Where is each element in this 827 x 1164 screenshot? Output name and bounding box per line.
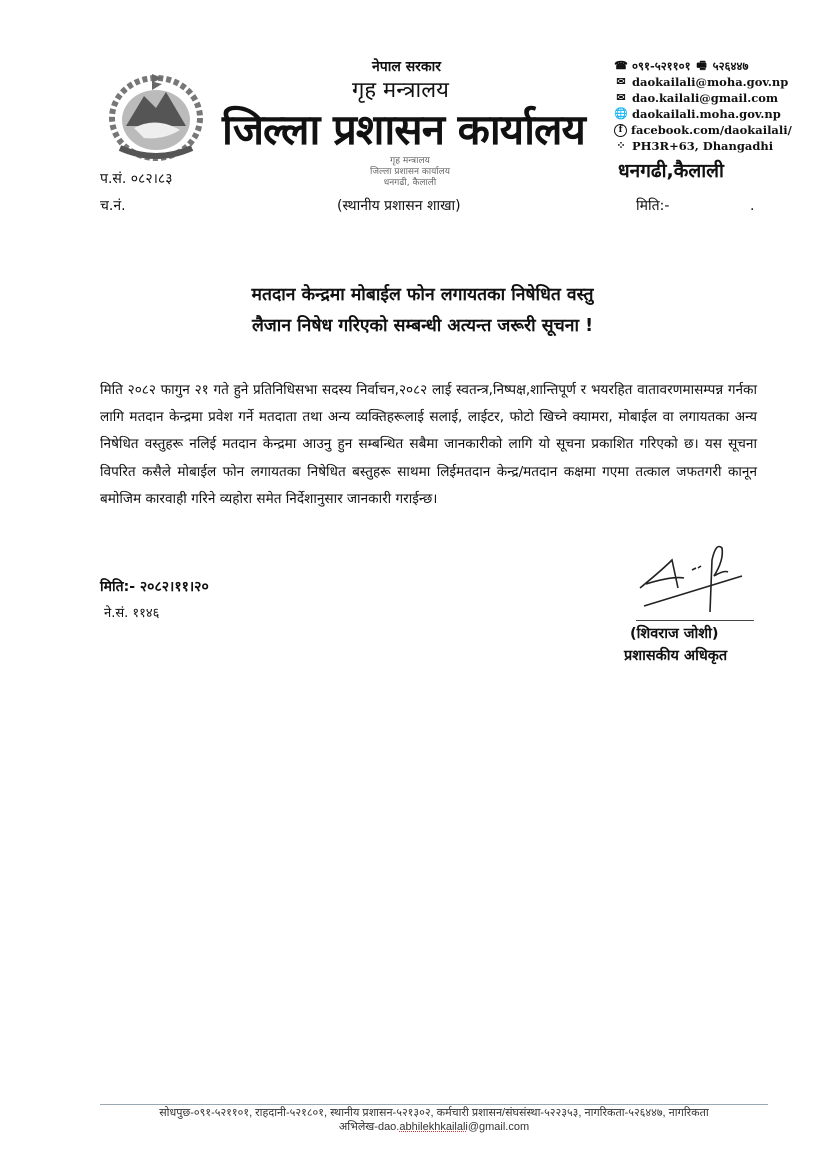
footer-line-1: सोधपुछ-०९१-५२११०१, राहदानी-५२१८०१, स्थानीय प्रशासन-५२१३०२, कर्मचारी प्रशासन/संघसंस्था-५२२३५३, नागरिकता-५२६४४७, नागरिकता	[159, 1107, 709, 1119]
signature-line	[636, 620, 754, 621]
signature	[632, 540, 752, 618]
government-label: नेपाल सरकार	[372, 59, 442, 75]
ministry-label: गृह मन्त्रालय	[352, 78, 449, 103]
contact-phone-row	[614, 58, 792, 74]
fax-icon: 🖷	[696, 59, 707, 72]
stamp-line: गृह मन्त्रालय	[390, 156, 430, 166]
nepal-emblem-logo	[104, 68, 208, 164]
mail-icon: ✉	[616, 75, 626, 88]
office-title: जिल्ला प्रशासन कार्यालय	[222, 105, 585, 154]
office-stamp	[350, 156, 470, 189]
notice-body: मिति २०८२ फागुन २१ गते हुने प्रतिनिधिसभा सदस्य निर्वाचन,२०८२ लाई स्वतन्त्र,निष्पक्ष,शान्तिपूर्ण र भयरहित वातावरणमासम्पन्न गर्नका लागि मतदान केन्द्रमा प्रवेश गर्ने मतदाता तथा अन्य व्यक्तिहरूलाई सलाई, लाईटर, फोटो खिच्ने क्यामरा, मोबाईल वा लगायतका अन्य निषेधित वस्तुहरू नलिई मतदान केन्द्रमा आउनु हुन सम्बन्धित सबैमा जानकारीको लागि यो सूचना प्रकाशित गरिएको छ। यस सूचना विपरित कसैले मोबाईल फोन लगायतका निषेधित बस्तुहरू साथमा लिईमतदान केन्द्र/मतदान कक्षमा गएमा तत्काल जफतगरी कानून बमोजिम कारवाही गरिने व्यहोरा समेत निर्देशानुसार जानकारी गराईन्छ।	[100, 382, 757, 507]
email-moha[interactable]: daokailali@moha.gov.np	[632, 75, 789, 89]
contact-facebook-row	[614, 122, 792, 138]
footer-line-2	[96, 1120, 772, 1134]
stamp-line: धनगढी, कैलाली	[383, 178, 437, 188]
office-location: धनगढी,कैलाली	[618, 160, 724, 182]
notice-title-line: मतदान केन्द्रमा मोबाईल फोन लगायतका निषेधित वस्तु	[251, 285, 594, 305]
nepal-sambat-year: ने.सं. ११४६	[104, 606, 160, 621]
phone-icon: ☎	[614, 59, 628, 72]
email-gmail[interactable]: dao.kailali@gmail.com	[632, 91, 779, 105]
dispatch-number: च.नं.	[100, 198, 126, 214]
mail-icon: ✉	[616, 91, 626, 104]
signer-name: (शिवराज जोशी)	[630, 626, 719, 642]
phone-number: ०९१-५२११०१	[632, 59, 691, 73]
branch-name: (स्थानीय प्रशासन शाखा)	[337, 198, 461, 214]
fax-number: ५२६४४७	[712, 59, 749, 73]
stamp-line: जिल्ला प्रशासन कार्यालय	[370, 167, 450, 177]
notice-title	[100, 280, 745, 342]
contact-email-row	[614, 74, 792, 90]
globe-icon: 🌐	[614, 107, 628, 120]
notice-title-line: लैजान निषेध गरिएको सम्बन्धी अत्यन्त जरूरी सूचना !	[251, 316, 594, 336]
plus-code: PH3R+63, Dhangadhi	[632, 139, 774, 153]
footer-contacts	[96, 1106, 772, 1134]
footer-email-user[interactable]: abhilekhkailali	[399, 1121, 468, 1133]
header-date-label: मिति:-	[636, 198, 670, 214]
contact-block	[614, 58, 792, 154]
facebook-icon: f	[614, 124, 627, 137]
contact-email-row	[614, 90, 792, 106]
reference-number: प.सं. ०८२।८३	[100, 171, 173, 187]
facebook-link[interactable]: facebook.com/daokailali/	[631, 123, 792, 137]
header-date-value: .	[750, 198, 755, 214]
signer-title: प्रशासकीय अधिकृत	[624, 648, 728, 664]
website-link[interactable]: daokailali.moha.gov.np	[632, 107, 781, 121]
location-dots-icon: ⁘	[616, 139, 626, 152]
footer-email-domain: @gmail.com	[467, 1121, 530, 1133]
contact-plus-code-row	[614, 138, 792, 154]
contact-website-row	[614, 106, 792, 122]
footer-divider	[100, 1104, 768, 1105]
signoff-date: मिति:- २०८२।११।२०	[100, 579, 209, 595]
footer-email-prefix: अभिलेख-dao.	[338, 1121, 400, 1133]
